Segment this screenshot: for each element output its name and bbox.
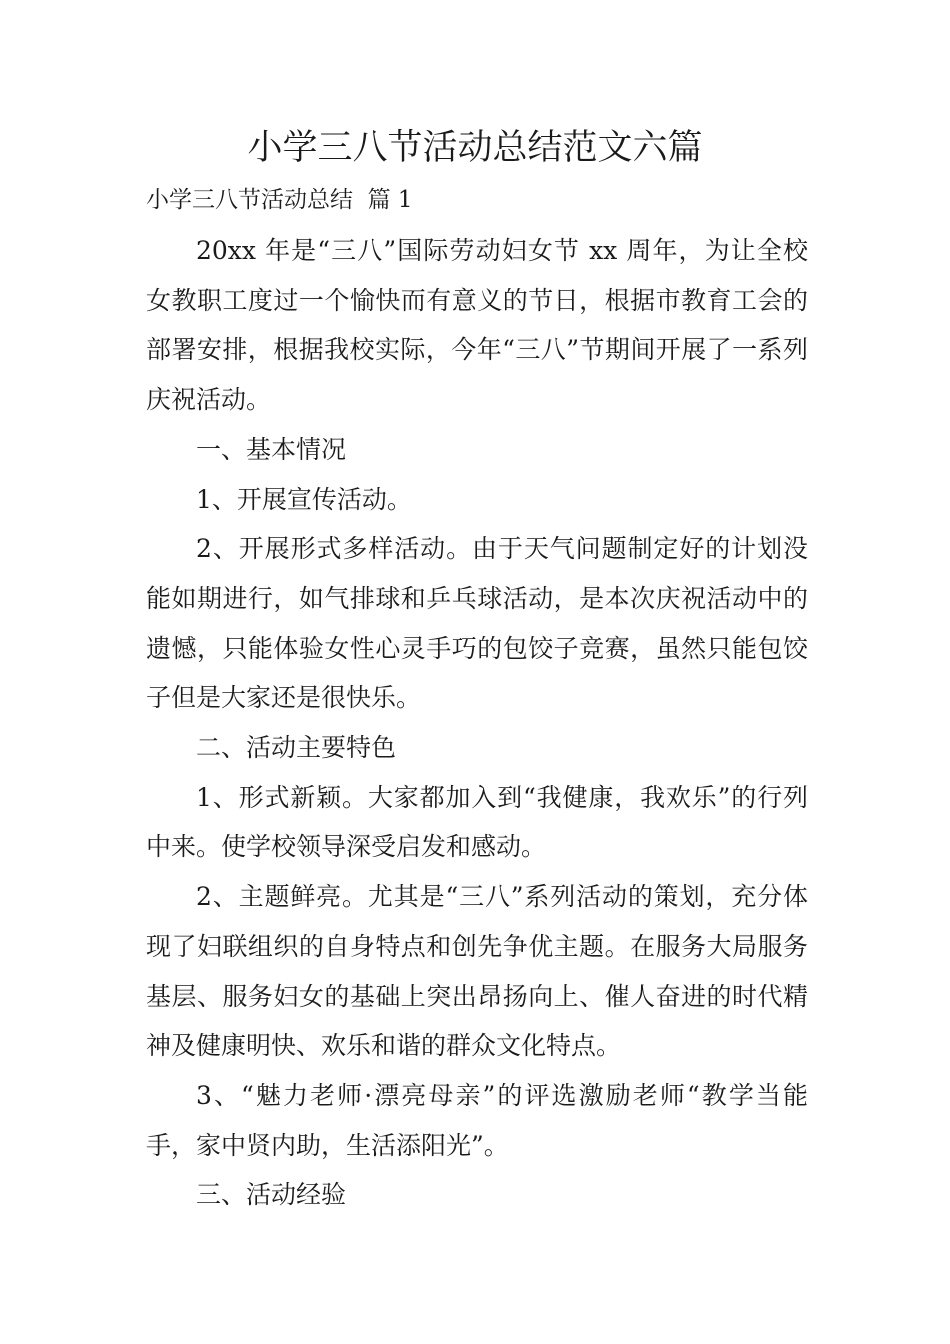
document-title: 小学三八节活动总结范文六篇 — [247, 128, 703, 168]
heading-main-features: 二、活动主要特色 — [196, 733, 397, 763]
document-body — [146, 226, 808, 1220]
list-item-publicity: 1、开展宣传活动。 — [196, 484, 412, 514]
list-item-clear-theme: 2、主题鲜亮。尤其是“三八”系列活动的策划，充分体现了妇联组织的自身特点和创先争优主题。在服务大局服务基层、服务妇女的基础上突出昂扬向上、催人奋进的时代精神及健康明快、欢乐和谐的群众文化特点。 — [146, 882, 808, 1061]
intro-paragraph: 20xx 年是“三八”国际劳动妇女节 xx 周年，为让全校女教职工度过一个愉快而有意义的节日，根据市教育工会的部署安排，根据我校实际，今年“三八”节期间开展了一系列庆祝活动。 — [146, 236, 808, 415]
section-heading: 小学三八节活动总结 篇 1 — [146, 187, 413, 213]
list-item-novel-form: 1、形式新颖。大家都加入到“我健康，我欢乐”的行列中来。使学校领导深受启发和感动。 — [146, 782, 808, 862]
heading-experience: 三、活动经验 — [196, 1180, 347, 1210]
heading-basic-situation: 一、基本情况 — [196, 434, 347, 464]
list-item-activities: 2、开展形式多样活动。由于天气问题制定好的计划没能如期进行，如气排球和乒乓球活动，是本次庆祝活动中的遗憾，只能体验女性心灵手巧的包饺子竞赛，虽然只能包饺子但是大家还是很快乐。 — [146, 534, 808, 713]
list-item-award: 3、“魅力老师·漂亮母亲”的评选激励老师“教学当能手，家中贤内助，生活添阳光”。 — [146, 1080, 808, 1160]
